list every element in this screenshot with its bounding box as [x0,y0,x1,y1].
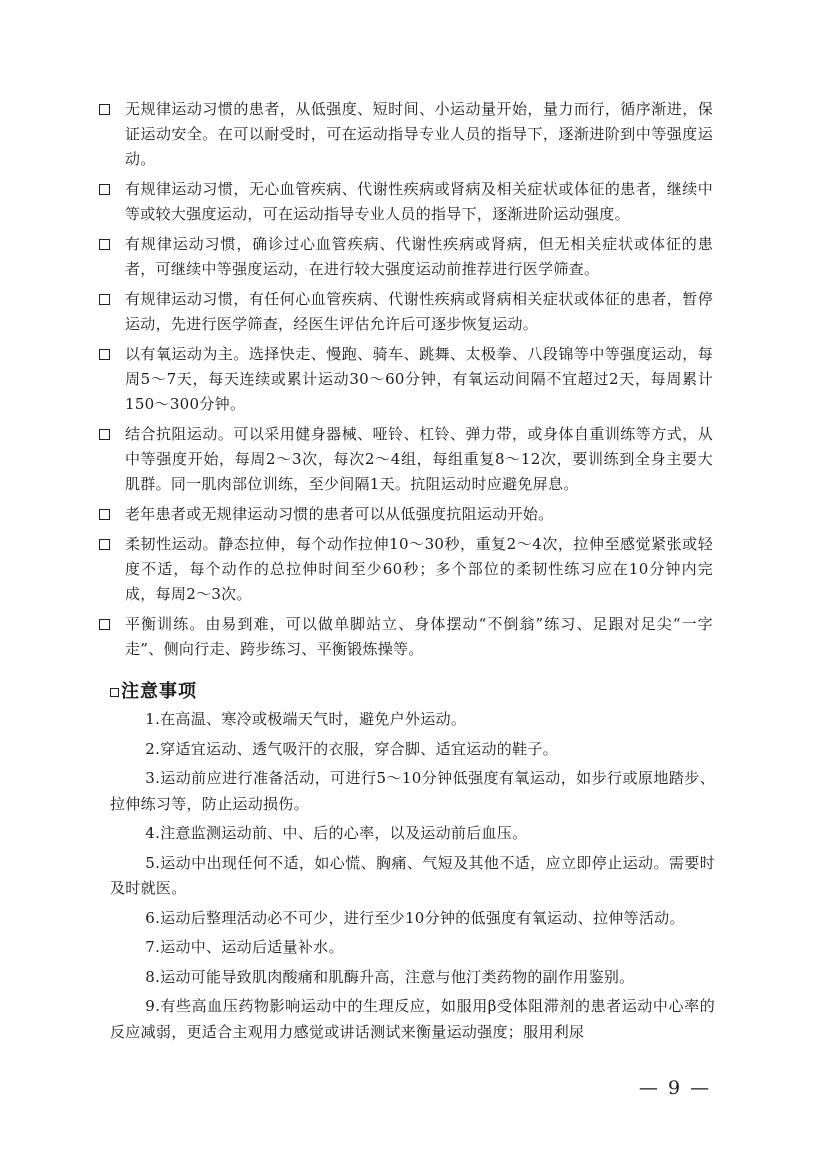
checklist-item-text: 柔韧性运动。静态拉伸，每个动作拉伸10～30秒，重复2～4次，拉伸至感觉紧张或轻度不适，每个动作的总拉伸时间至少60秒；多个部位的柔韧性练习应在10分钟内完成，每周2～3次。 [125,535,713,603]
note-item: 9.有些高血压药物影响运动中的生理反应，如服用β受体阻滞剂的患者运动中心率的反应减弱，更适合主观用力感觉或讲话测试来衡量运动强度；服用利尿 [110,997,715,1041]
checkbox-icon[interactable] [99,539,110,550]
checkbox-icon[interactable] [99,619,110,630]
checkbox-icon [110,688,119,697]
checkbox-icon[interactable] [99,294,110,305]
note-item: 6.运动后整理活动必不可少，进行至少10分钟的低强度有氧运动、拉伸等活动。 [145,908,685,927]
notes-section [110,676,715,1049]
checklist-item-text: 结合抗阻运动。可以采用健身器械、哑铃、杠铃、弹力带，或身体自重训练等方式，从中等强度开始，每周2～3次，每次2～4组，每组重复8～12次，要训练到全身主要大肌群。同一肌肉部位训练，至少间隔1天。抗阻运动时应避免屏息。 [125,425,713,493]
checkbox-icon[interactable] [99,429,110,440]
note-item: 4.注意监测运动前、中、后的心率，以及运动前后血压。 [145,824,528,842]
checkbox-icon[interactable] [99,104,110,115]
checklist-item [98,612,713,662]
section-title: 注意事项 [121,681,197,702]
note-item: 1.在高温、寒冷或极端天气时，避免户外运动。 [145,710,467,728]
note-item: 8.运动可能导致肌肉酸痛和肌酶升高，注意与他汀类药物的副作用鉴别。 [145,967,635,986]
note-item: 2.穿适宜运动、透气吸汗的衣服，穿合脚、适宜运动的鞋子。 [145,739,558,758]
checklist-item-text: 有规律运动习惯，确诊过心血管疾病、代谢性疾病或肾病，但无相关症状或体征的患者，可继续中等强度运动，在进行较大强度运动前推荐进行医学筛查。 [125,235,713,278]
checklist-item [98,532,713,607]
checklist-item [98,287,713,337]
note-item: 3.运动前应进行准备活动，可进行5～10分钟低强度有氧运动，如步行或原地踏步、拉伸练习等，防止运动损伤。 [110,769,715,813]
checkbox-icon[interactable] [99,184,110,195]
checklist-item-text: 以有氧运动为主。选择快走、慢跑、骑车、跳舞、太极拳、八段锦等中等强度运动，每周5～7天，每天连续或累计运动30～60分钟，有氧运动间隔不宜超过2天，每周累计150～300分钟。 [125,345,713,413]
page-number: — 9 — [638,1077,712,1099]
checklist-item [98,422,713,497]
checklist-item [98,232,713,282]
checkbox-icon[interactable] [99,239,110,250]
checklist-item [98,342,713,417]
checklist-item [98,502,713,527]
note-item: 7.运动中、运动后适量补水。 [145,938,344,956]
note-item: 5.运动中出现任何不适，如心慌、胸痛、气短及其他不适，应立即停止运动。需要时及时就医。 [110,853,715,897]
checklist-item [98,177,713,227]
checklist-item-text: 平衡训练。由易到难，可以做单脚站立、身体摆动“不倒翁”练习、足跟对足尖“一字走”、侧向行走、跨步练习、平衡锻炼操等。 [125,615,713,658]
section-header [110,676,715,704]
checklist-item-text: 有规律运动习惯，有任何心血管疾病、代谢性疾病或肾病相关症状或体征的患者，暂停运动，先进行医学筛查，经医生评估允许后可逐步恢复运动。 [125,290,713,333]
checklist-item-text: 有规律运动习惯，无心血管疾病、代谢性疾病或肾病及相关症状或体征的患者，继续中等或较大强度运动，可在运动指导专业人员的指导下，逐渐进阶运动强度。 [125,180,713,223]
exercise-checklist [98,97,713,667]
checklist-item-text: 老年患者或无规律运动习惯的患者可以从低强度抗阻运动开始。 [125,505,554,523]
checklist-item-text: 无规律运动习惯的患者，从低强度、短时间、小运动量开始，量力而行，循序渐进，保证运动安全。在可以耐受时，可在运动指导专业人员的指导下，逐渐进阶到中等强度运动。 [125,100,713,168]
checkbox-icon[interactable] [99,509,110,520]
checkbox-icon[interactable] [99,349,110,360]
checklist-item [98,97,713,172]
